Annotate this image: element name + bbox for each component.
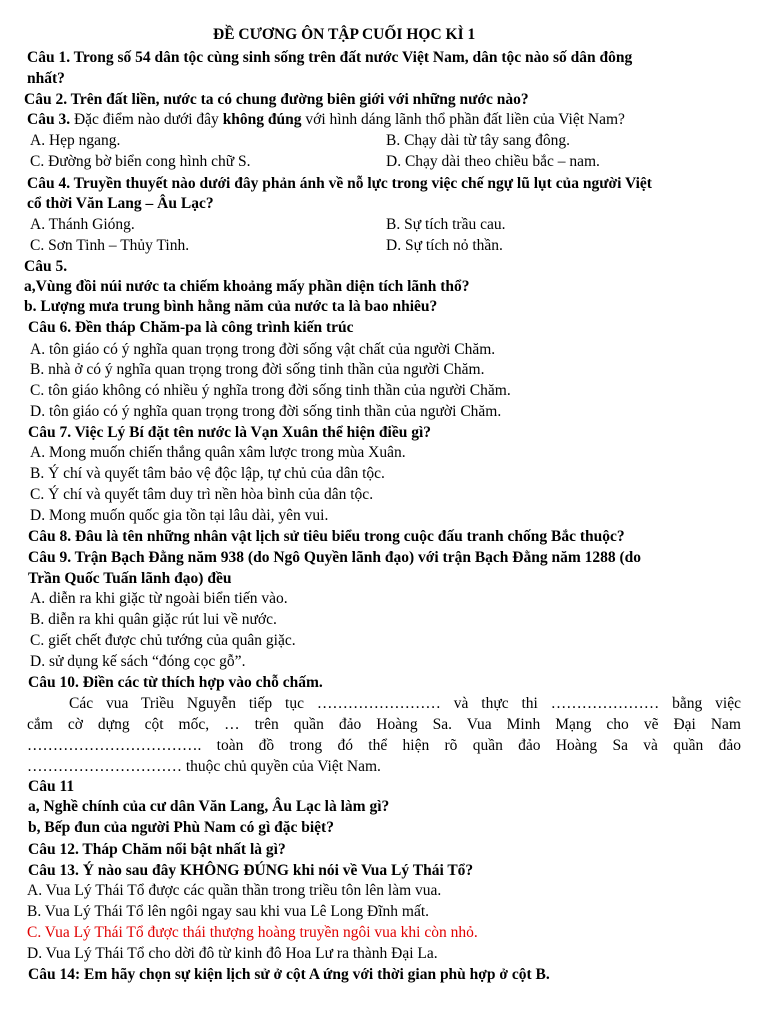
q3-option-c: C. Đường bờ biển cong hình chữ S. xyxy=(30,153,251,170)
q3-emphasis: không đúng xyxy=(222,111,302,128)
q10-stem: Câu 10. Điền các từ thích hợp vào chỗ chấm. xyxy=(28,674,323,691)
q7-option-a: A. Mong muốn chiến thắng quân xâm lược trong mùa Xuân. xyxy=(30,444,406,461)
q3-stem xyxy=(27,110,625,130)
q11-part-a: a, Nghề chính của cư dân Văn Lang, Âu Lạc là làm gì? xyxy=(28,798,390,815)
q9-option-c: C. giết chết được chủ tướng của quân giặc. xyxy=(30,632,296,649)
q9-line2: Trần Quốc Tuấn lãnh đạo) đều xyxy=(28,570,232,587)
q14-text: Câu 14: Em hãy chọn sự kiện lịch sử ở cột A ứng với thời gian phù hợp ở cột B. xyxy=(28,966,550,983)
q11-label: Câu 11 xyxy=(28,778,75,795)
q13-option-d: D. Vua Lý Thái Tổ cho dời đô từ kinh đô Hoa Lư ra thành Đại La. xyxy=(27,945,438,962)
q7-option-b: B. Ý chí và quyết tâm bảo vệ độc lập, tự chủ của dân tộc. xyxy=(30,465,385,482)
q5-part-a: a,Vùng đồi núi nước ta chiếm khoảng mấy phần diện tích lãnh thổ? xyxy=(24,278,470,295)
q7-option-d: D. Mong muốn quốc gia tồn tại lâu dài, yên vui. xyxy=(30,507,329,524)
q4-line2: cổ thời Văn Lang – Âu Lạc? xyxy=(27,195,214,212)
q13-option-b: B. Vua Lý Thái Tổ lên ngôi ngay sau khi vua Lê Long Đĩnh mất. xyxy=(27,903,430,920)
q10-paragraph-line1: Các vua Triều Nguyễn tiếp tục …………………… và thực thi ………………… bằng việc xyxy=(69,695,741,712)
q3-option-b: B. Chạy dài từ tây sang đông. xyxy=(386,132,571,149)
q13-option-c-highlighted: C. Vua Lý Thái Tổ được thái thượng hoàng truyền ngôi vua khi còn nhỏ. xyxy=(27,924,478,941)
q1-line2: nhất? xyxy=(27,70,65,87)
q3-option-d: D. Chạy dài theo chiều bắc – nam. xyxy=(386,153,600,170)
q6-option-c: C. tôn giáo không có nhiều ý nghĩa trong đời sống tinh thần của người Chăm. xyxy=(30,382,511,399)
q7-option-c: C. Ý chí và quyết tâm duy trì nền hòa bình của dân tộc. xyxy=(30,486,374,503)
document-title: ĐỀ CƯƠNG ÔN TẬP CUỐI HỌC KÌ 1 xyxy=(213,26,476,43)
q1-line1: Câu 1. Trong số 54 dân tộc cùng sinh sống trên đất nước Việt Nam, dân tộc nào số dân đông xyxy=(27,49,633,66)
q6-stem: Câu 6. Đền tháp Chăm-pa là công trình kiến trúc xyxy=(28,319,354,336)
q4-option-b: B. Sự tích trầu cau. xyxy=(386,216,506,233)
q9-option-b: B. diễn ra khi quân giặc rút lui về nước. xyxy=(30,611,277,628)
q13-stem: Câu 13. Ý nào sau đây KHÔNG ĐÚNG khi nói về Vua Lý Thái Tổ? xyxy=(28,862,474,879)
q2-text: Câu 2. Trên đất liền, nước ta có chung đường biên giới với những nước nào? xyxy=(24,91,529,108)
q7-stem: Câu 7. Việc Lý Bí đặt tên nước là Vạn Xuân thể hiện điều gì? xyxy=(28,424,431,441)
q3-label: Câu 3. xyxy=(27,111,71,128)
q8-text: Câu 8. Đâu là tên những nhân vật lịch sử tiêu biểu trong cuộc đấu tranh chống Bắc thuộc? xyxy=(28,528,625,545)
q10-paragraph-line2: cắm cờ dựng cột mốc, … trên quần đảo Hoàng Sa. Vua Minh Mạng cho vẽ Đại Nam xyxy=(27,716,741,733)
q4-option-a: A. Thánh Gióng. xyxy=(30,216,135,233)
q11-part-b: b, Bếp đun của người Phù Nam có gì đặc biệt? xyxy=(28,819,334,836)
q6-option-b: B. nhà ở có ý nghĩa quan trọng trong đời sống tinh thần của người Chăm. xyxy=(30,361,485,378)
q9-option-a: A. diễn ra khi giặc từ ngoài biển tiến vào. xyxy=(30,590,288,607)
q3-option-a: A. Hẹp ngang. xyxy=(30,132,121,149)
q13-option-a: A. Vua Lý Thái Tổ được các quần thần trong triều tôn lên làm vua. xyxy=(27,882,442,899)
q3-text-after: với hình dáng lãnh thổ phần đất liền của Việt Nam? xyxy=(301,111,625,128)
q6-option-a: A. tôn giáo có ý nghĩa quan trọng trong đời sống vật chất của người Chăm. xyxy=(30,341,496,358)
q5-part-b: b. Lượng mưa trung bình hằng năm của nước ta là bao nhiêu? xyxy=(24,298,438,315)
q5-label: Câu 5. xyxy=(24,258,68,275)
q9-line1: Câu 9. Trận Bạch Đằng năm 938 (do Ngô Quyền lãnh đạo) với trận Bạch Đằng năm 1288 (do xyxy=(28,549,642,566)
q6-option-d: D. tôn giáo có ý nghĩa quan trọng trong đời sống tinh thần của người Chăm. xyxy=(30,403,502,420)
q10-paragraph-line4: ………………………… thuộc chủ quyền của Việt Nam. xyxy=(27,758,381,775)
q4-option-c: C. Sơn Tinh – Thủy Tinh. xyxy=(30,237,190,254)
q4-line1: Câu 4. Truyền thuyết nào dưới đây phản ánh về nỗ lực trong việc chế ngự lũ lụt của người Việt xyxy=(27,175,652,192)
q10-paragraph-line3: ……………………………. toàn đồ trong đó thể hiện rõ quần đảo Hoàng Sa và quần đảo xyxy=(27,737,741,754)
q9-option-d: D. sử dụng kế sách “đóng cọc gỗ”. xyxy=(30,653,246,670)
q4-option-d: D. Sự tích nỏ thần. xyxy=(386,237,503,254)
q3-text-before: Đặc điểm nào dưới đây xyxy=(70,111,223,128)
q12-text: Câu 12. Tháp Chăm nổi bật nhất là gì? xyxy=(28,841,286,858)
